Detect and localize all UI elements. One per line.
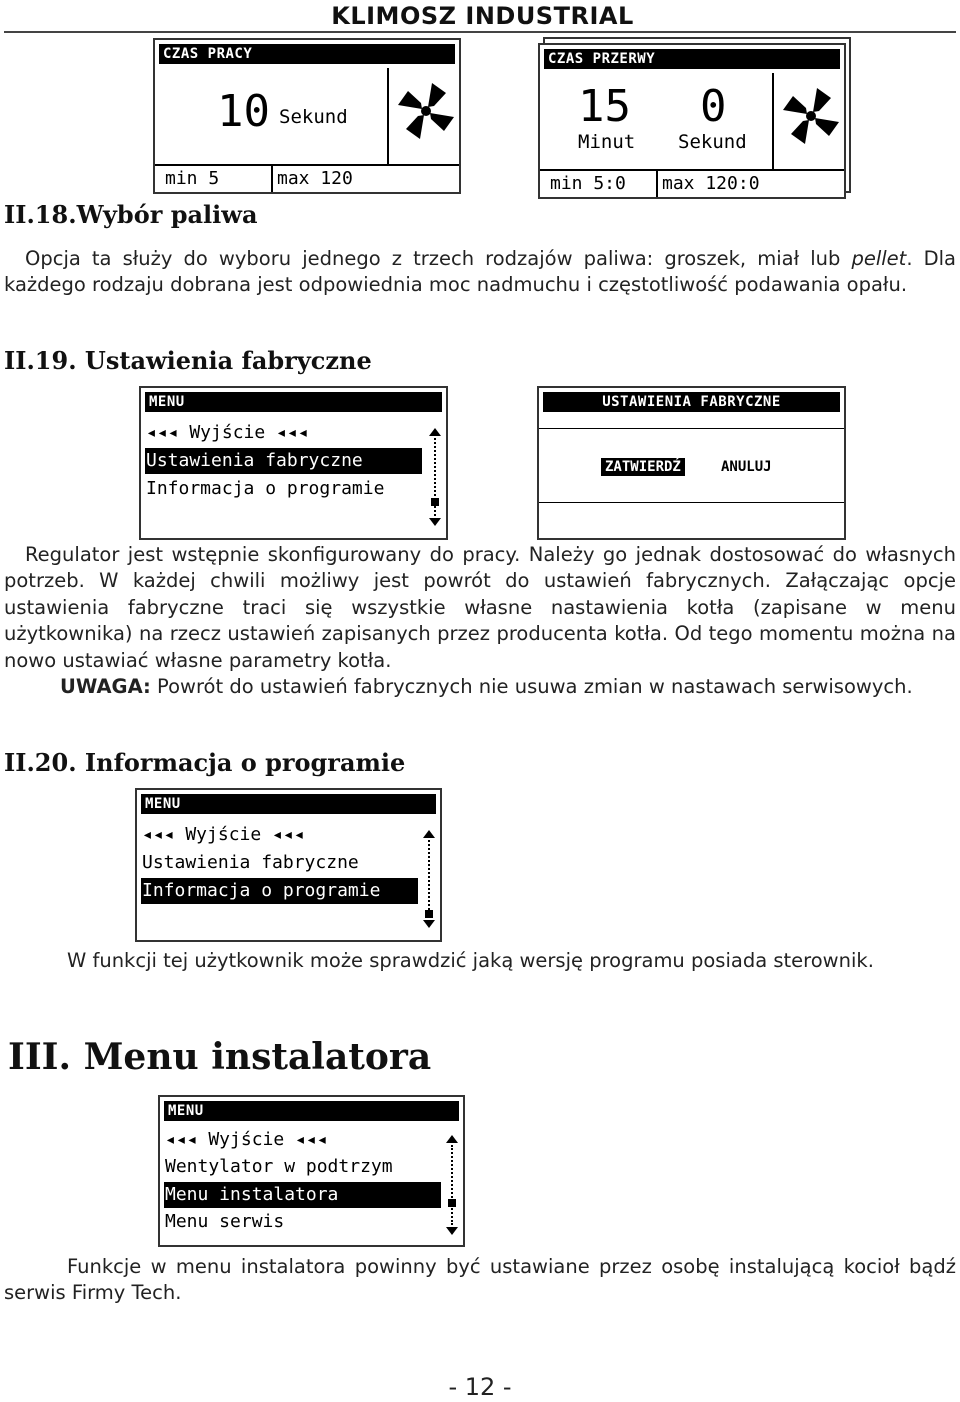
break-minutes-unit: Minut xyxy=(578,131,636,153)
lcd-czas-przerwy xyxy=(538,43,846,199)
menu-item-program-info[interactable]: Informacja o programie xyxy=(146,478,385,499)
lcd-title: USTAWIENIA FABRYCZNE xyxy=(543,392,840,412)
section-heading-factory: II.19. Ustawienia fabryczne xyxy=(4,346,372,375)
fuel-paragraph: Opcja ta służy do wyboru jednego z trzech rodzajów paliwa: groszek, miał lub pellet. Dla każdego rodzaju dobrana jest odpowiednia moc nadmuchu i częstotliwość podawania opału. xyxy=(4,247,957,297)
lcd-factory-confirm xyxy=(537,386,846,540)
menu-item-exit[interactable]: ◂◂◂ Wyjście ◂◂◂ xyxy=(146,422,309,443)
work-time-value: 10 xyxy=(217,86,270,137)
fuel-pellet-italic: pellet xyxy=(851,247,907,270)
max-value: max 120 xyxy=(277,168,353,189)
menu-item-factory-settings[interactable]: Ustawienia fabryczne xyxy=(142,852,359,873)
installer-paragraph: Funkcje w menu instalatora powinny być ustawiane przez osobę instalującą kocioł bądź serwis Firmy Tech. xyxy=(4,1255,956,1305)
fan-icon xyxy=(395,80,457,142)
max-value: max 120:0 xyxy=(662,173,760,194)
fan-icon xyxy=(780,85,842,147)
min-value: min 5 xyxy=(165,168,220,189)
program-info-paragraph: W funkcji tej użytkownik może sprawdzić jaką wersję programu posiada sterownik. xyxy=(67,949,874,972)
lcd-title: CZAS PRZERWY xyxy=(544,49,840,69)
lcd-title: MENU xyxy=(145,392,442,412)
lcd-czas-pracy xyxy=(153,38,461,194)
scrollbar[interactable] xyxy=(446,1135,458,1235)
header-divider xyxy=(4,31,956,33)
break-seconds-unit: Sekund xyxy=(678,131,747,153)
document-header-title: KLIMOSZ INDUSTRIAL xyxy=(331,2,634,30)
lcd-menu-installer xyxy=(158,1095,465,1247)
lcd-title: MENU xyxy=(141,794,436,814)
warning-label: UWAGA: xyxy=(60,675,151,699)
scrollbar[interactable] xyxy=(429,428,441,526)
menu-item-program-info[interactable]: Informacja o programie xyxy=(141,878,418,904)
cancel-button[interactable]: ANULUJ xyxy=(721,459,772,475)
lcd-title: CZAS PRACY xyxy=(159,44,455,64)
lcd-title: MENU xyxy=(164,1101,459,1121)
chapter-heading-installer: III. Menu instalatora xyxy=(8,1036,432,1078)
lcd-menu-factory xyxy=(139,386,448,540)
confirm-button[interactable]: ZATWIERDŹ xyxy=(601,458,685,476)
scrollbar[interactable] xyxy=(423,830,435,928)
break-seconds-value: 0 xyxy=(700,81,727,132)
work-time-unit: Sekund xyxy=(279,106,348,128)
section-heading-program-info: II.20. Informacja o programie xyxy=(4,748,406,777)
menu-item-factory-settings[interactable]: Ustawienia fabryczne xyxy=(145,448,422,474)
factory-paragraph: Regulator jest wstępnie skonfigurowany do pracy. Należy go jednak dostosować do własnych potrzeb. W każdej chwili możliwy jest powrót do ustawień fabrycznych. Załączając opcje ustawienia fabryczne traci się wszystkie własne nastawienia kotła (zapisane w menu użytkownika) na rzecz ustawień zapisanych przez producenta kotła. Od tego momentu można na nowo ustawiać własne parametry kotła. UWAGA: Powrót do ustawień fabrycznych nie usuwa zmian w nastawach serwisowych. xyxy=(4,543,956,699)
break-minutes-value: 15 xyxy=(578,81,631,132)
menu-item-service-menu[interactable]: Menu serwis xyxy=(165,1211,285,1232)
section-heading-fuel: II.18.Wybór paliwa xyxy=(4,200,258,229)
menu-item-exit[interactable]: ◂◂◂ Wyjście ◂◂◂ xyxy=(142,824,305,845)
menu-item-exit[interactable]: ◂◂◂ Wyjście ◂◂◂ xyxy=(165,1129,328,1150)
min-value: min 5:0 xyxy=(550,173,626,194)
page-number: - 12 - xyxy=(448,1373,512,1401)
menu-item-installer-menu[interactable]: Menu instalatora xyxy=(164,1182,441,1208)
lcd-menu-info xyxy=(135,788,442,942)
menu-item-fan-hold[interactable]: Wentylator w podtrzym xyxy=(165,1156,393,1177)
